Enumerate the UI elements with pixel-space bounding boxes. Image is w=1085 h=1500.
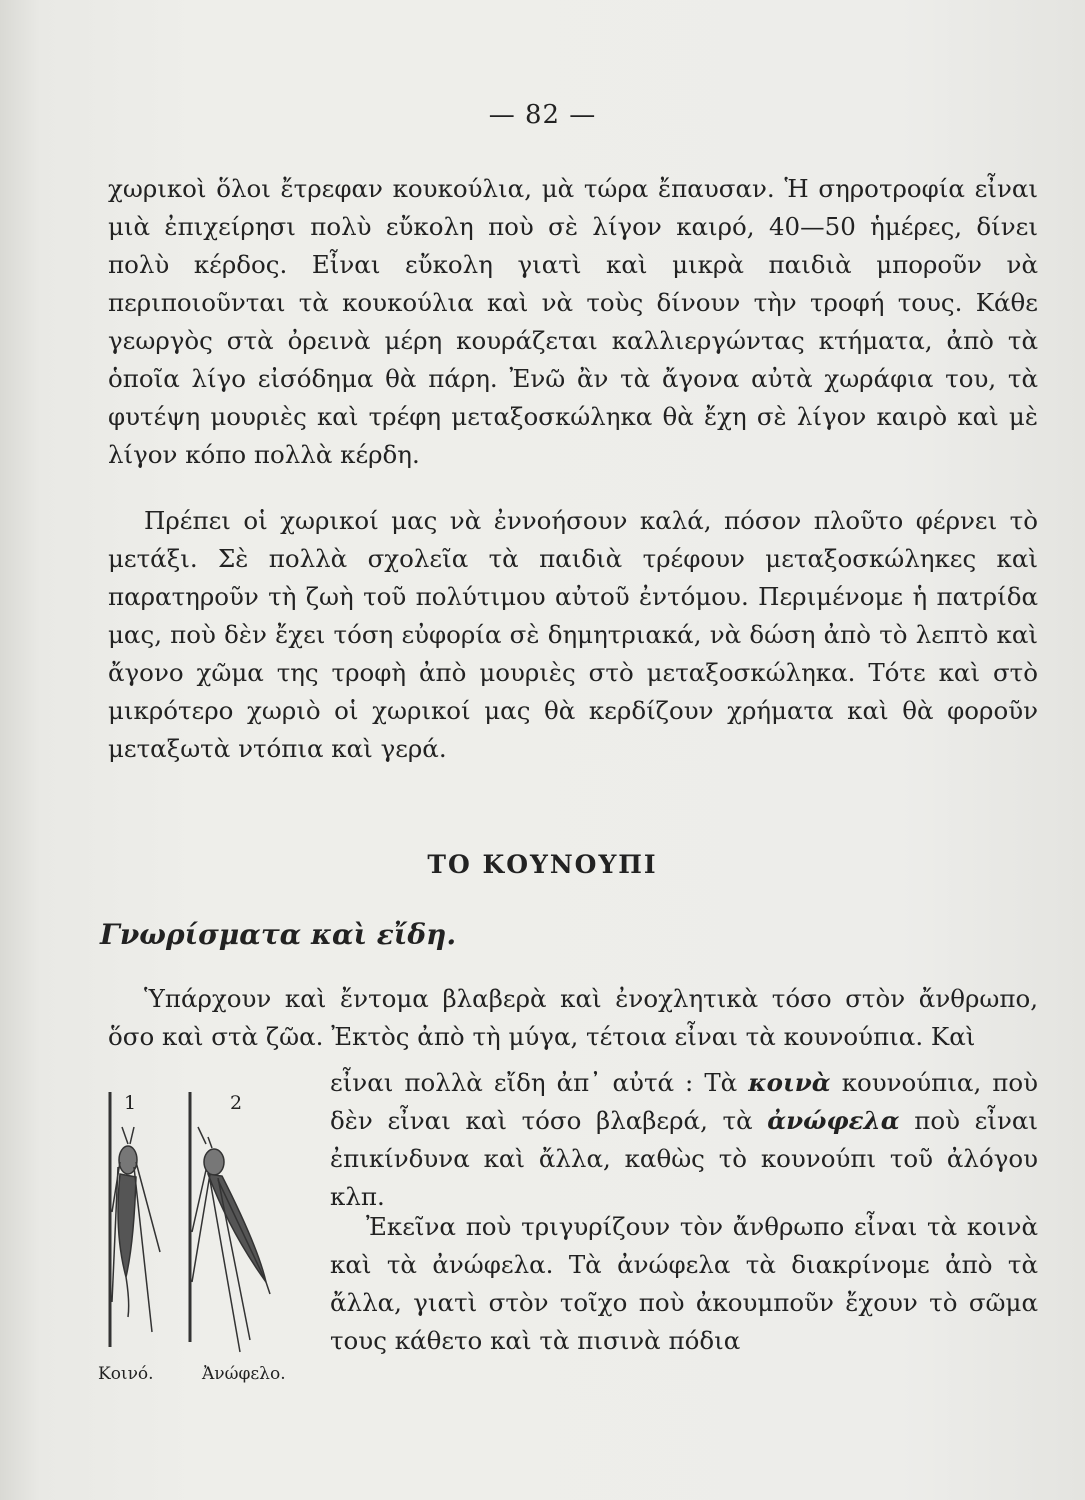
caption-anopheles: Ἀνώφελο. <box>202 1364 286 1384</box>
paragraph-mosquito-distinguish: Ἐκεῖνα ποὺ τριγυρίζουν τὸν ἄνθρωπο εἶναι τὰ κοινὰ καὶ τὰ ἀνώφελα. Τὰ ἀνώφελα τὰ διακρίνομε ἀπὸ τὰ ἄλλα, γιατὶ στὸν τοῖχο ποὺ ἀκουμποῦν ἔχουν τὸ σῶμα τους κάθετο καὶ τὰ πισινὰ πόδια <box>330 1212 1038 1355</box>
subsection-heading: Γνωρίσματα καὶ εἴδη. <box>100 918 457 951</box>
paragraph-silk-wealth: Πρέπει οἱ χωρικοί μας νὰ ἐννοήσουν καλά, πόσον πλοῦτο φέρνει τὸ μετάξι. Σὲ πολλὰ σχολεῖα τὰ παιδιὰ τρέφουν μεταξοσκώληκες καὶ παρατηροῦν τὴ ζωὴ τοῦ πολύτιμου αὐτοῦ ἐντόμου. Περιμένομε ἡ πατρίδα μας, ποὺ δὲν ἔχει τόση εὐφορία σὲ δημητριακά, νὰ δώση ἀπὸ τὸ λεπτὸ καὶ ἄγονο χῶμα της τροφὴ ἀπὸ μουριὲς στὸ μεταξοσκώληκα. Τότε καὶ στὸ μικρότερο χωριὸ οἱ χωρικοί μας θὰ κερδίζουν χρήματα καὶ θὰ φοροῦν μεταξωτὰ ντόπια καὶ γερά. <box>108 506 1038 763</box>
kinds-text-c: ποὺ εἶναι ἐπικίνδυνα καὶ ἄλλα, καθὼς τὸ κουνούπι τοῦ ἀλόγου κλπ. <box>330 1106 1038 1211</box>
paragraph-silk-farming: χωρικοὶ ὅλοι ἔτρεφαν κουκούλια, μὰ τώρα ἔπαυσαν. Ἡ σηροτροφία εἶναι μιὰ ἐπιχείρησι πολὺ εὔκολη ποὺ σὲ λίγον καιρό, 40—50 ἡμέρες, δίνει πολὺ κέρδος. Εἶναι εὔκολη γιατὶ καὶ μικρὰ παιδιὰ μποροῦν νὰ περιποιοῦνται τὰ κουκούλια καὶ νὰ τοὺς δίνουν τὴν τροφή τους. Κάθε γεωργὸς στὰ ὀρεινὰ μέρη κουράζεται καλλιεργώντας κτήματα, ἀπὸ τὰ ὁποῖα λίγο εἰσόδημα θὰ πάρη. Ἐνῶ ἂν τὰ ἄγονα αὐτὰ χωράφια του, τὰ φυτέψη μουριὲς καὶ τρέφη μεταξοσκώληκα θὰ ἔχη σὲ λίγον καιρὸ καὶ μὲ λίγον κόπο πολλὰ κέρδη. <box>108 174 1038 469</box>
mosquito-illustration-icon <box>90 1082 310 1362</box>
caption-common: Κοινό. <box>98 1364 154 1384</box>
paragraph-mosquito-intro: Ὑπάρχουν καὶ ἔντομα βλαβερὰ καὶ ἐνοχλητικὰ τόσο στὸν ἄνθρωπο, ὅσο καὶ στὰ ζῶα. Ἐκτὸς ἀπὸ τὴ μύγα, τέτοια εἶναι τὰ κουνούπια. Καὶ <box>108 984 1038 1051</box>
figure-label-2: 2 <box>230 1092 243 1114</box>
mosquito-figure <box>90 1082 310 1392</box>
figure-label-1: 1 <box>124 1092 137 1114</box>
page-number: — 82 — <box>488 100 597 130</box>
paragraph-mosquito-kinds <box>330 1064 1038 1216</box>
kinds-text-b: κουνούπια, ποὺ δὲν εἶναι καὶ τόσο βλαβερά, τὰ <box>330 1068 1038 1135</box>
section-heading: ΤΟ ΚΟΥΝΟΥΠΙ <box>427 850 658 879</box>
term-common: κοινὰ <box>748 1068 831 1097</box>
term-anopheles: ἀνώφελα <box>767 1106 900 1135</box>
kinds-text-a: εἶναι πολλὰ εἴδη ἀπ᾿ αὐτά : Τὰ <box>330 1068 749 1097</box>
